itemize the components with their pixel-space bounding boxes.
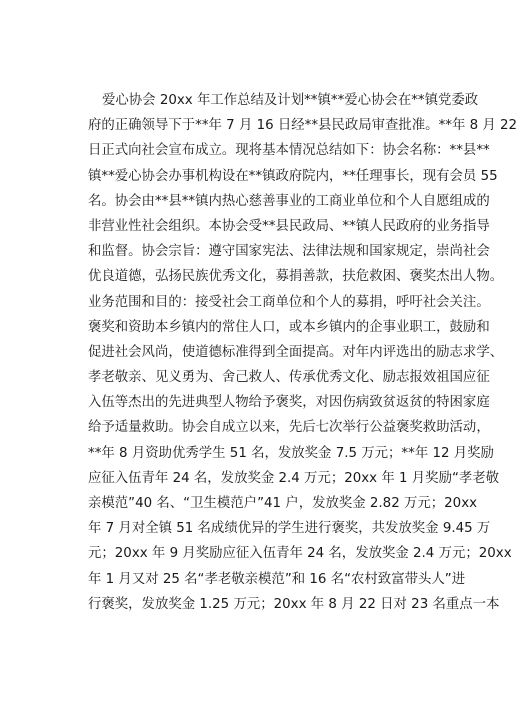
text-line: 促进社会风尚，使道德标准得到全面提高。对年内评选出的励志求学、	[88, 344, 504, 360]
text-line: 年 7 月对全镇 51 名成绩优异的学生进行褒奖，共发放奖金 9.45 万	[88, 521, 491, 537]
text-line: 亲模范”40 名、“卫生模范户”41 户，发放奖金 2.82 万元；20xx	[88, 496, 478, 511]
text-line: **年 8 月资助优秀学生 51 名，发放奖金 7.5 万元；**年 12 月奖励	[88, 445, 494, 461]
text-line: 府的正确领导下于**年 7 月 16 日经**县民政局审查批准。**年 8 月 22	[88, 118, 517, 134]
text-line: 入伍等杰出的先进典型人物给予褒奖，对因伤病致贫返贫的特困家庭	[88, 395, 490, 411]
body-paragraph	[88, 88, 517, 617]
text-line: 应征入伍青年 24 名，发放奖金 2.4 万元；20xx 年 1 月奖励“孝老敬	[88, 470, 500, 486]
text-line: 孝老敬亲、见义勇为、舍己救人、传承优秀文化、励志报效祖国应征	[88, 370, 490, 386]
text-line: 和监督。协会宗旨：遵守国家宪法、法律法规和国家规定，崇尚社会	[88, 244, 490, 260]
text-line: 行褒奖，发放奖金 1.25 万元；20xx 年 8 月 22 日对 23 名重点一本	[88, 596, 500, 612]
text-line: 业务范围和目的：接受社会工商单位和个人的募捐，呼吁社会关注。	[88, 294, 490, 310]
text-line: 日正式向社会宣布成立。现将基本情况总结如下：协会名称：**县**	[88, 143, 490, 159]
text-line: 镇**爱心协会办事机构设在**镇政府院内，**任理事长，现有会员 55	[88, 168, 498, 184]
text-line: 年 1 月又对 25 名“孝老敬亲模范”和 16 名“农村致富带头人”进	[88, 571, 466, 587]
text-line: 优良道德，弘扬民族优秀文化，募捐善款，扶危救困、褒奖杰出人物。	[88, 269, 504, 285]
text-line: 褒奖和资助本乡镇内的常住人口，或本乡镇内的企事业职工，鼓励和	[88, 319, 490, 335]
text-line: 元；20xx 年 9 月奖励应征入伍青年 24 名，发放奖金 2.4 万元；20xx	[88, 546, 512, 562]
text-line: 给予适量救助。协会自成立以来，先后七次举行公益褒奖救助活动，	[88, 420, 490, 436]
text-line: 非营业性社会组织。本协会受**县民政局、**镇人民政府的业务指导	[88, 218, 490, 234]
text-line: 爱心协会 20xx 年工作总结及计划**镇**爱心协会在**镇党委政	[102, 93, 479, 108]
text-line: 名。协会由**县**镇内热心慈善事业的工商业单位和个人自愿组成的	[88, 193, 490, 209]
